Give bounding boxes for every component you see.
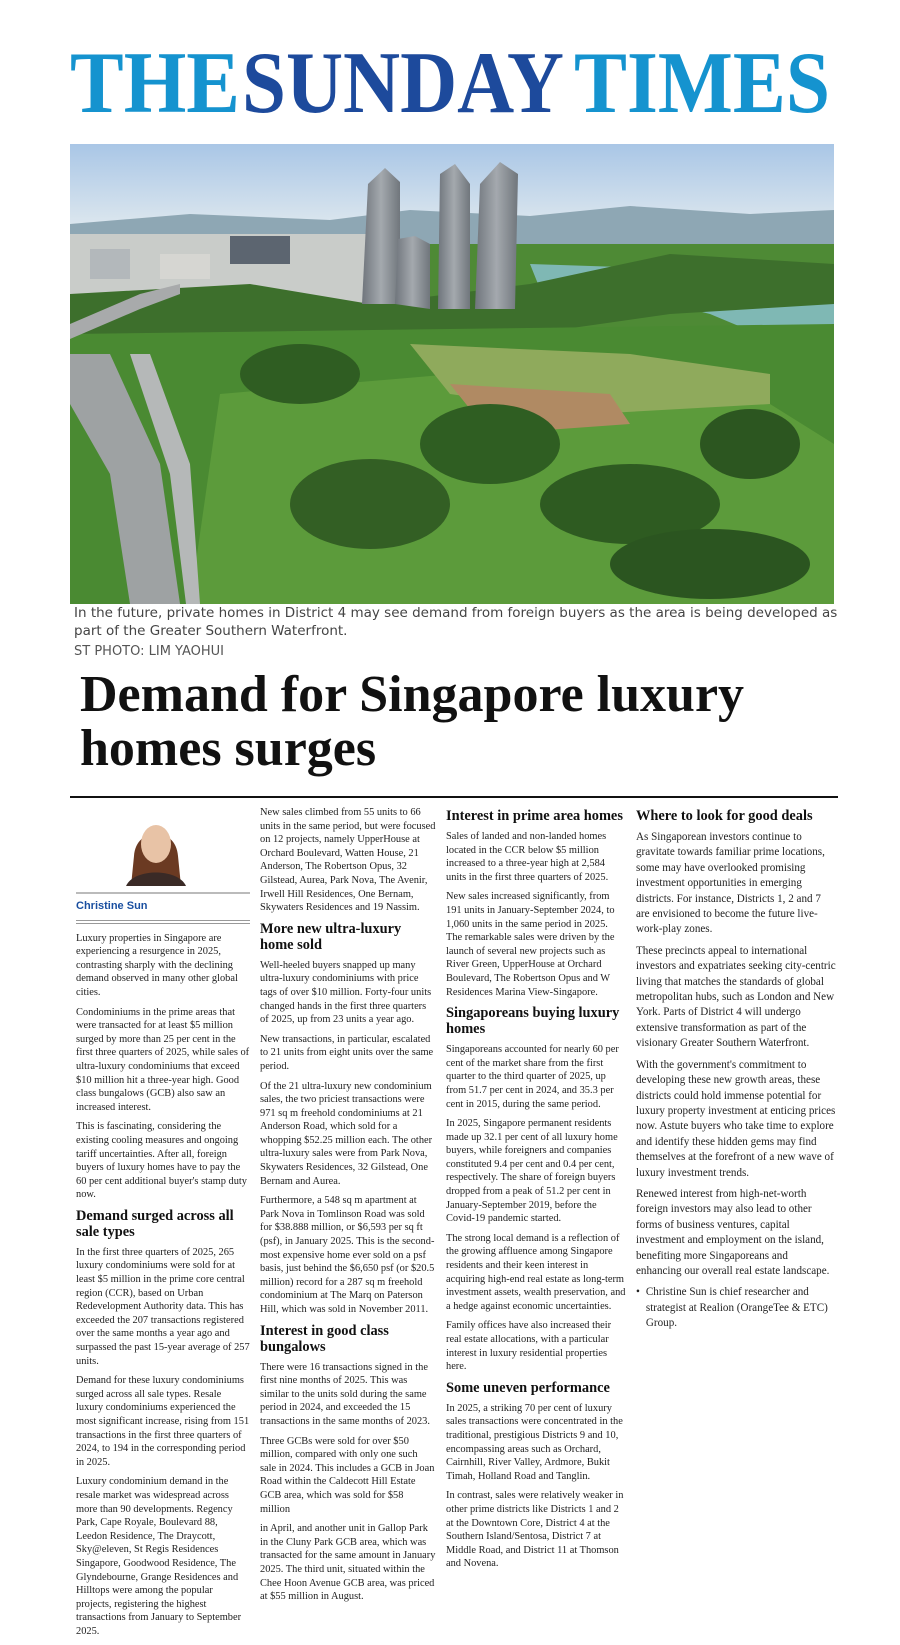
- paragraph: Singaporeans accounted for nearly 60 per cent of the market share from the first quarter to the third quarter of 2025, up from 51.7 per cent in 2024, and 35.3 per cent in 2015, during the same period.: [446, 1044, 619, 1110]
- masthead-word-the: THE: [70, 40, 240, 125]
- subheading: Interest in good class bungalows: [260, 1322, 389, 1355]
- paragraph: New sales climbed from 55 units to 66 units in the same period, but were focused on 12 projects, namely UpperHouse at Orchard Boulevard, Watten House, 21 Anderson, The Robertson Opus, 32 Gilstead, Aurea, Park Nova, The Avenir, Irwell Hill Residences, One Bernam, Skywaters Residences and 19 Nassim.: [260, 807, 436, 914]
- paragraph: Of the 21 ultra-luxury new condominium sales, the two priciest transactions were 971 sq m freehold condominiums at 21 Anderson Road, which sold for a whopping $52.25 million each. The other ultra-luxury sales were from Park Nova, Skywaters Residences, 32 Gilstead, One Bernam and Aurea.: [260, 1080, 433, 1187]
- paragraph: Renewed interest from high-net-worth foreign investors may also lead to other forms of business ventures, capital investment and employment on the island, benefiting more Singaporeans and enhancing our overall real estate landscape.: [636, 1187, 830, 1277]
- subheading: Interest in prime area homes: [446, 808, 623, 824]
- paragraph: Condominiums in the prime areas that were transacted for at least $5 million surged by more than 25 per cent in the first three quarters of 2025, while sales of ultra-luxury condominiums that exceed $10 million hit a three-year high. Good class bungalows (GCB) also saw an increased interest.: [76, 1006, 250, 1113]
- photo-credit: ST PHOTO: LIM YAOHUI: [74, 644, 225, 659]
- masthead-word-sunday: SUNDAY: [242, 40, 564, 125]
- paragraph: Well-heeled buyers snapped up many ultra-luxury condominiums with price tags of over $10 million. Forty-four units changed hands in the first three quarters of 2025, up from 23 units a year ago.: [260, 959, 432, 1026]
- paragraph: Family offices have also increased their real estate allocations, with a particular interest in luxury residential properties here.: [446, 1320, 612, 1373]
- paragraph: Furthermore, a 548 sq m apartment at Park Nova in Tomlinson Road was sold for $38.888 million, or $6,593 per sq ft (psf), in January 2025. This is the second-most expensive home ever sold on a psf basis, just behind the $6,650 psf (or $20.5 million) record for a 287 sq m freehold condominium at The Marq on Paterson Hill, which was sold in November 2011.: [260, 1195, 435, 1315]
- masthead-word-times: TIMES: [574, 40, 830, 125]
- paragraph: Three GCBs were sold for over $50 million, compared with only one such sale in 2024. This includes a GCB in Joan Road within the Caldecott Hill Estate GCB area, which was sold for $58 million: [260, 1435, 435, 1515]
- paragraph: In 2025, Singapore permanent residents made up 32.1 per cent of all luxury home buyers, while foreigners and companies constituted 9.4 per cent and 0.4 per cent, respectively. The share of foreign buyers dropped from a peak of 51.2 per cent in January-September 2019, before the Covid-19 pandemic started.: [446, 1118, 618, 1225]
- article-column-4: [636, 806, 836, 1332]
- subheading: Where to look for good deals: [636, 808, 813, 824]
- author-bio: [636, 1285, 836, 1331]
- lead-photo: [70, 144, 834, 604]
- paragraph: These precincts appeal to international investors and expatriates seeking city-centric living that matches the standards of global metropolitan hubs, such as London and New York. Parts of District 4 will undergo extensive transformation as part of the visionary Greater Southern Waterfront.: [636, 944, 836, 1050]
- paragraph: Sales of landed and non-landed homes located in the CCR below $5 million increased to a three-year high at 2,584 units in the first three quarters of 2025.: [446, 831, 609, 883]
- subheading: More new ultra-luxury home sold: [260, 920, 402, 953]
- paragraph: This is fascinating, considering the existing cooling measures and ongoing tariff uncertainties. After all, foreign buyers of luxury homes have to pay the 60 per cent additional buyer's stamp duty now.: [76, 1121, 247, 1201]
- article-column-1: [76, 806, 250, 1645]
- paragraph: In contrast, sales were relatively weaker in other prime districts like Districts 1 and 2 at the Downtown Core, District 4 at the Southern Island/Sentosa, District 7 at Middle Road, and District 11 at Thomson and Novena.: [446, 1490, 624, 1570]
- paragraph: Demand for these luxury condominiums surged across all sale types. Resale luxury condominiums experienced the most significant increase, rising from 151 transactions in the first three quarters of 2024, to 194 in the corresponding period in 2025.: [76, 1375, 250, 1468]
- author-divider: [76, 920, 250, 924]
- paragraph: New transactions, in particular, escalated to 21 units from eight units over the same period.: [260, 1033, 434, 1072]
- subheading: Singaporeans buying luxury homes: [446, 1005, 620, 1038]
- subheading: Some uneven performance: [446, 1379, 610, 1396]
- subheading: Demand surged across all sale types: [76, 1207, 234, 1240]
- author-photo: [76, 806, 236, 886]
- paragraph: Luxury condominium demand in the resale market was widespread across more than 90 developments. Regency Park, Cape Royale, Boulevard 88, Leedon Residence, The Draycott, Sky@eleven, St Regis Residences Singapore, Goodwood Residence, The Glyndebourne, Grange Residences and Hilltops were among the popular projects, registering the highest transactions from January to September 2025.: [76, 1476, 242, 1637]
- paragraph: Luxury properties in Singapore are experiencing a resurgence in 2025, contrasting sharply with the declining demand observed in many other global cities.: [76, 932, 238, 998]
- paragraph: In 2025, a striking 70 per cent of luxury sales transactions were concentrated in the traditional, prestigious Districts 9 and 10, encompassing areas such as Orchard, Cairnhill, River Valley, Ardmore, Bukit Timah, Holland Road and Tanglin.: [446, 1402, 623, 1482]
- masthead-logo: [70, 40, 830, 125]
- author-name: Christine Sun: [76, 892, 250, 914]
- photo-caption: In the future, private homes in District 4 may see demand from foreign buyers as the area is being developed as part of the Greater Southern Waterfront.: [74, 605, 838, 639]
- paragraph: There were 16 transactions signed in the first nine months of 2025. This was similar to the units sold during the same period in 2024, and exceeded the 15 transactions in the same months of 2023.: [260, 1361, 430, 1427]
- article-column-3: [446, 806, 626, 1577]
- paragraph: With the government's commitment to developing these new growth areas, these districts could hold immense potential for luxury property investment at enticing prices now. Astute buyers who take time to explore and identify these hidden gems may find themselves at the forefront of a new wave of luxury investment trends.: [636, 1058, 836, 1179]
- headline-rule: [70, 796, 838, 798]
- bullet-icon: •: [636, 1286, 640, 1299]
- author-bio-text: Christine Sun is chief researcher and strategist at Realion (OrangeTee & ETC) Group.: [645, 1286, 828, 1330]
- paragraph: in April, and another unit in Gallop Park in the Cluny Park GCB area, which was transacted for the same amount in January 2025. The third unit, situated within the Chee Hoon Avenue GCB area, was priced at $55 million in August.: [260, 1523, 436, 1603]
- article-headline: Demand for Singapore luxury homes surges: [80, 666, 745, 777]
- paragraph: The strong local demand is a reflection of the growing affluence among Singapore residents and their keen interest in acquiring high-end real estate as long-term investment assets, wealth preservation, and a hedge against economic uncertainties.: [446, 1232, 626, 1312]
- paragraph: As Singaporean investors continue to gravitate towards familiar prime locations, some may have overlooked promising investment opportunities in emerging districts. For instance, Districts 1, 2 and 7 are envisioned to become the future live-work-play zones.: [636, 831, 825, 936]
- paragraph: In the first three quarters of 2025, 265 luxury condominiums were sold for at least $5 million in the prime core central region (CCR), based on Urban Redevelopment Authority data. This has exceeded the 207 transactions registered over the same months a year ago and surpassed the past 15-year average of 257 units.: [76, 1246, 250, 1367]
- paragraph: New sales increased significantly, from 191 units in January-September 2024, to 1,060 units in the same period in 2025. The remarkable sales were driven by the launch of several new projects such as River Green, UpperHouse at Orchard Boulevard, The Robertson Opus and W Residences Marina View-Singapore.: [446, 891, 615, 998]
- article-column-2: [260, 806, 436, 1610]
